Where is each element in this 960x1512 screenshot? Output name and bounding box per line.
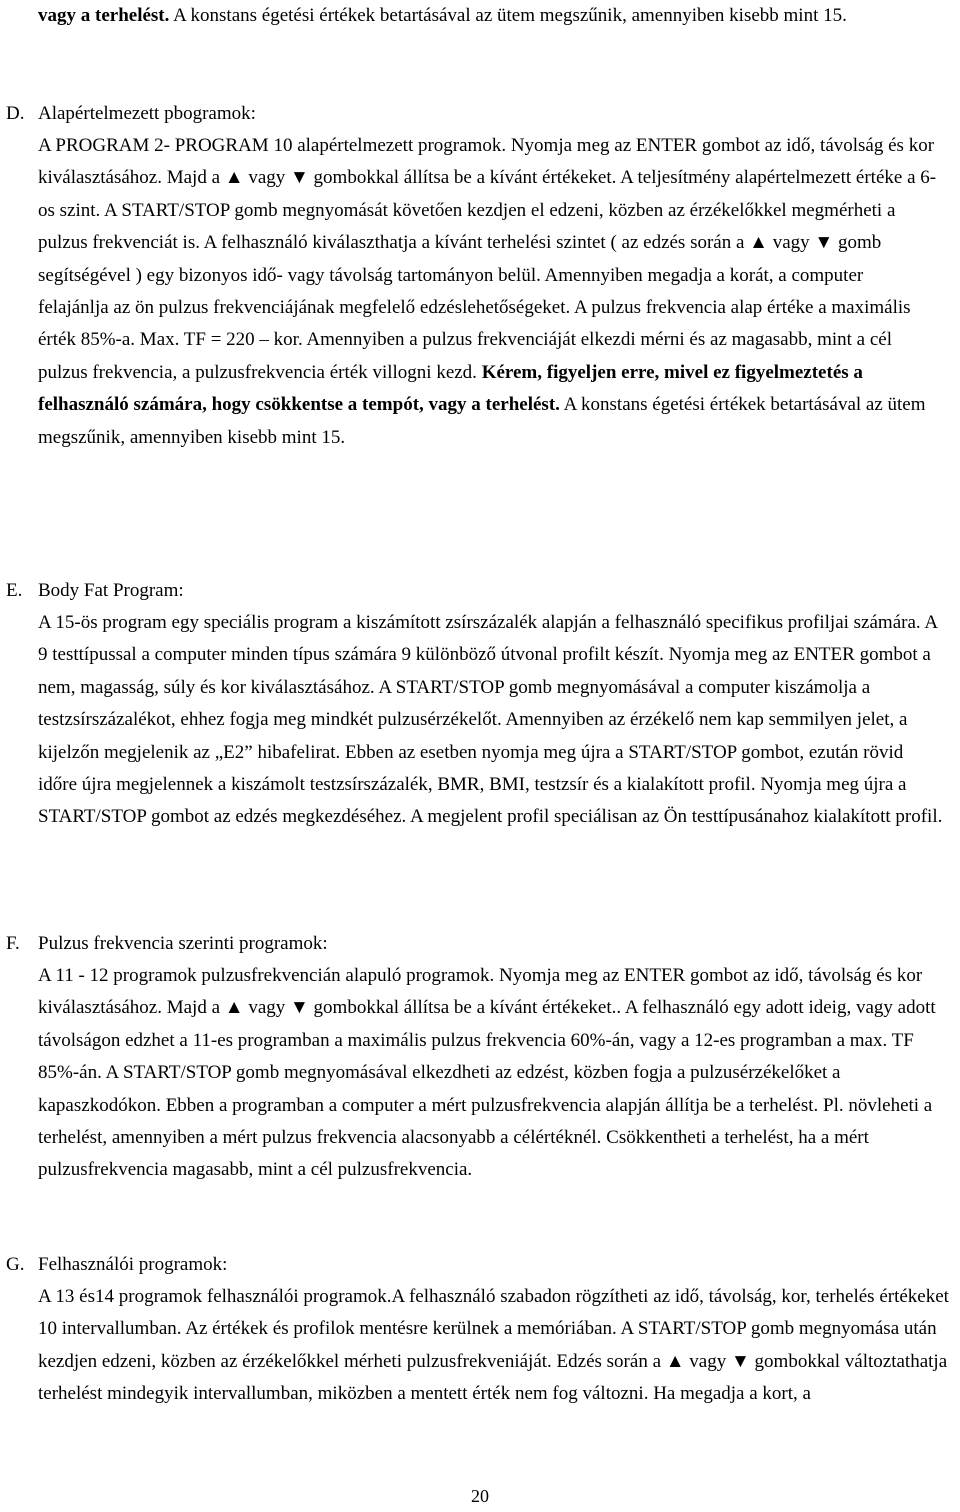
- section-f-body: A 11 - 12 programok pulzusfrekvencián alapuló programok. Nyomja meg az ENTER gombot az idő, távolság és kor kiválasztásához. Majd a ▲ vagy ▼ gombokkal állítsa be a kívánt értékeket.. A felhasználó egy adott ideig, vagy adott távolságon edzhet a 11-es programban a maximális pulzus frekvencia 60%-án, vagy a 12-es programban a max. TF 85%-án. A START/STOP gomb megnyomásával elkezdheti az edzést, közben fogja a pulzusérzékelőket a kapaszkodókon. Ebben a programban a computer a mért pulzusfrekvencia alapján állítja be a terhelést. Pl. növleheti a terhelést, amennyiben a mért pulzus frekvencia alacsonyabb a célértéknél. Csökkentheti a terhelést, ha a mért pulzusfrekvencia magasabb, mint a cél pulzusfrekvencia.: [38, 965, 936, 1181]
- section-d-body: [38, 130, 938, 454]
- section-e-body: A 15-ös program egy speciális program a kiszámított zsírszázalék alapján a felhasználó specifikus profiljai számára. A 9 testtípussal a computer minden típus számára 9 különböző útvonal profilt készít. Nyomja meg az ENTER gombot a nem, magasság, súly és kor kiválasztásához. A START/STOP gomb megnyomásával a computer kiszámolja a testzsírszázalékot, ehhez fogja meg mindkét pulzusérzékelőt. Amennyiben az érzékelő nem kap semmilyen jelet, a kijelzőn megjelenik az „E2” hibafelirat. Ebben az esetben nyomja meg újra a START/STOP gombot, ezután rövid időre újra megjelennek a kiszámolt testzsírszázalék, BMR, BMI, testzsír és a kialakított profil. Nyomja meg újra a START/STOP gombot az edzés megkezdéséhez. A megjelent profil speciálisan az Ön testtípusánahoz kialakított profil.: [38, 612, 943, 828]
- section-d-body-text: A PROGRAM 2- PROGRAM 10 alapértelmezett programok. Nyomja meg az ENTER gombot az idő, távolság és kor kiválasztásához. Majd a ▲ vagy ▼ gombokkal állítsa be a kívánt értékeket. A teljesítmény alapértelmezett értéke a 6-os szint. A START/STOP gomb megnyomását követően kezdjen el edzeni, közben az érzékelőkkel megmérheti a pulzus frekvenciát is. A felhasználó kiválaszthatja a kívánt terhelési szintet ( az edzés során a ▲ vagy ▼ gomb segítségével ) egy bizonyos idő- vagy távolság tartományon belül. Amennyiben megadja a korát, a computer felajánlja az ön pulzus frekvenciájának megfelelő edzéslehetőségeket. A pulzus frekvencia alap értéke a maximális érték 85%-a. Max. TF = 220 – kor. Amennyiben a pulzus frekvenciáját elkezdi mérni és az magasabb, mint a cél pulzus frekvencia, a pulzusfrekvencia érték villogni kezd.: [38, 135, 937, 383]
- page-number: 20: [471, 1486, 489, 1506]
- section-e-title: Body Fat Program:: [38, 580, 184, 601]
- section-g-body: A 13 és14 programok felhasználói programok.A felhasználó szabadon rögzítheti az idő, távolság, kor, terhelés értékeket 10 intervallumban. Az értékek és profilok mentésre kerülnek a memóriában. A START/STOP gomb megnyomása után kezdjen edzeni, közben az érzékelőkkel mérheti pulzusfrekveniáját. Edzés során a ▲ vagy ▼ gombokkal változtathatja terhelést mindegyik intervallumban, miközben a mentett érték nem fog változni. Ha megadja a kort, a: [38, 1286, 949, 1405]
- top-text: A konstans égetési értékek betartásával az ütem megszűnik, amennyiben kisebb mint 15.: [169, 5, 847, 26]
- top-bold-text: vagy a terhelést.: [38, 5, 170, 26]
- section-d-warning: Kérem, figyeljen erre, mivel ez figyelmeztetés a felhasználó számára, hogy csökkentse a tempót, vagy a terhelést.: [38, 361, 863, 416]
- section-d-title: Alapértelmezett pbogramok:: [38, 103, 256, 124]
- section-f-letter: F.: [6, 933, 20, 954]
- section-d-letter: D.: [6, 103, 25, 124]
- section-g-letter: G.: [6, 1254, 25, 1275]
- section-f-title: Pulzus frekvencia szerinti programok:: [38, 933, 328, 954]
- section-d-body-end: A konstans égetési értékek betartásával az ütem megszűnik, amennyiben kisebb mint 15.: [38, 394, 926, 448]
- section-e-letter: E.: [6, 580, 23, 601]
- section-g-title: Felhasználói programok:: [38, 1254, 228, 1275]
- top-paragraph: [38, 0, 938, 32]
